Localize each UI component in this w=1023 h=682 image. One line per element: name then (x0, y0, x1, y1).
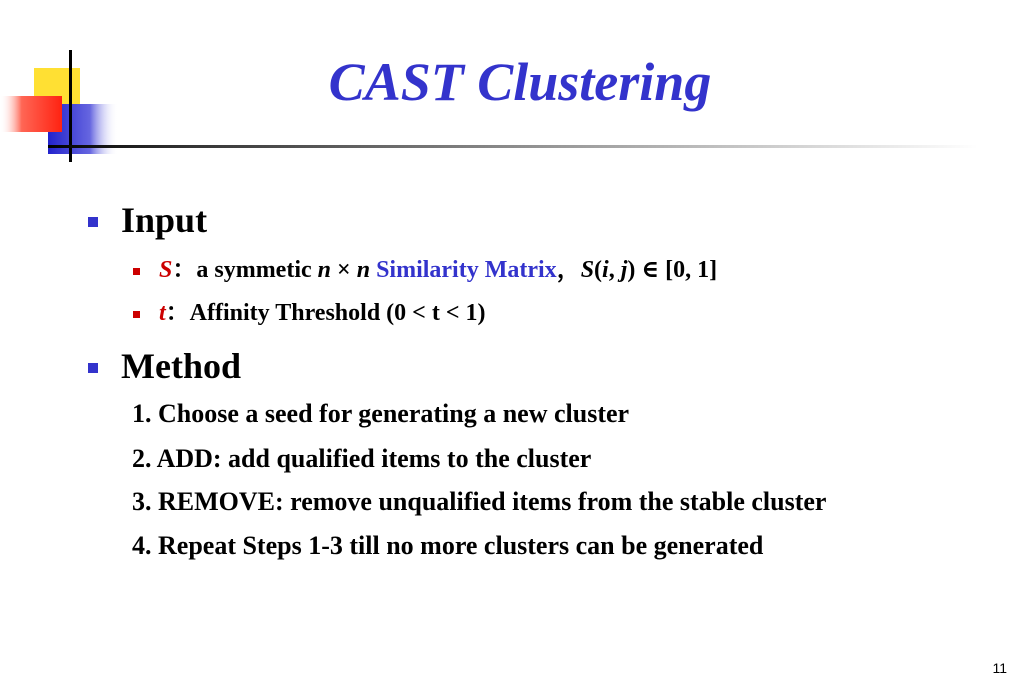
symbol-s: S (159, 257, 173, 283)
lparen: ( (594, 257, 603, 283)
input-heading-text: Input (121, 200, 208, 240)
method-step: 2. ADD: add qualified items to the cluster (132, 444, 592, 473)
bullet-square-icon (88, 217, 98, 227)
separator: ： (165, 300, 190, 326)
separator: ： (172, 257, 197, 283)
bullet-small-square-icon (133, 311, 140, 318)
comma: ， (556, 257, 581, 283)
times-symbol: × (331, 257, 357, 283)
title-underline (48, 145, 978, 148)
range-text: ∈ [0, 1] (635, 257, 718, 283)
method-heading-text: Method (121, 346, 241, 386)
similarity-matrix-label: Similarity Matrix (370, 257, 557, 283)
method-step: 3. REMOVE: remove unqualified items from the stable cluster (132, 487, 827, 516)
item-text: a symmetic (196, 257, 318, 283)
var-n1: n (317, 257, 332, 283)
method-step: 1. Choose a seed for generating a new cluster (132, 399, 630, 428)
rparen: ) (627, 257, 636, 283)
fn-s: S (580, 257, 595, 283)
page-number: 11 (992, 660, 1007, 676)
item-text: Affinity Threshold (0 < t < 1) (189, 300, 486, 326)
var-n2: n (356, 257, 371, 283)
var-i: i (602, 257, 609, 283)
bullet-small-square-icon (133, 268, 140, 275)
slide-title: CAST Clustering (328, 52, 712, 112)
var-j: j (620, 257, 628, 283)
method-step: 4. Repeat Steps 1-3 till no more clusters can be generated (132, 531, 764, 560)
deco-red-bar (0, 96, 62, 132)
symbol-t: t (159, 300, 166, 326)
comma-2: , (608, 257, 621, 283)
bullet-square-icon (88, 363, 98, 373)
